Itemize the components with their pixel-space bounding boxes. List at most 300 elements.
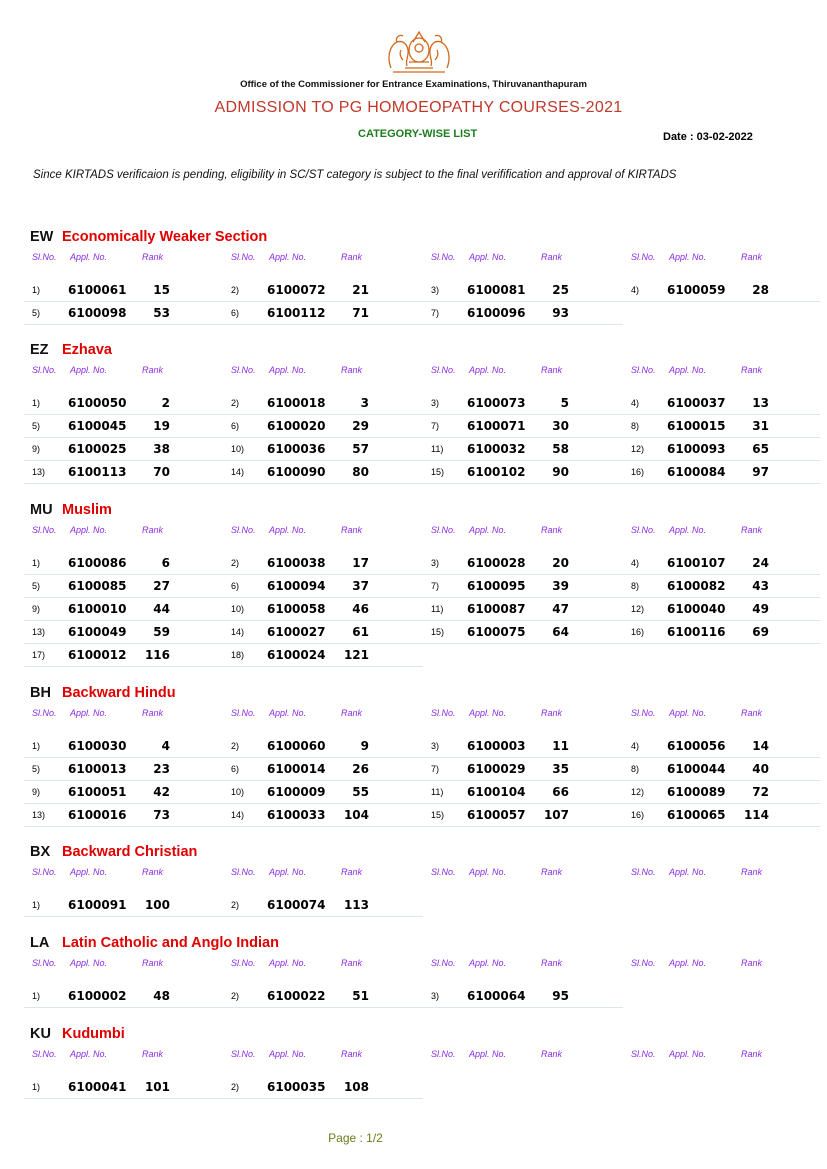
rank-entry [32, 597, 232, 620]
serial-number: 13) [32, 627, 46, 637]
category-title [30, 685, 176, 705]
rank-value: 26 [352, 762, 369, 776]
rank-value: 107 [543, 808, 569, 822]
rank-entry [231, 551, 431, 574]
column-header-group [431, 365, 631, 379]
serial-number: 16) [631, 627, 645, 637]
application-number: 6100025 [68, 442, 127, 456]
category-name: Economically Weaker Section [62, 229, 268, 245]
column-header-rank: Rank [541, 1049, 563, 1059]
rank-value: 13 [752, 396, 769, 410]
rank-value: 5 [560, 396, 569, 410]
table-row [24, 734, 820, 758]
rank-value: 14 [752, 739, 769, 753]
column-header-rank: Rank [142, 958, 164, 968]
column-header-sl: Sl.No. [431, 525, 456, 535]
column-header-appl: Appl. No. [469, 1049, 507, 1059]
category-name: Latin Catholic and Anglo Indian [62, 935, 279, 951]
application-number: 6100086 [68, 556, 127, 570]
column-header-group [631, 525, 827, 539]
application-number: 6100038 [267, 556, 326, 570]
column-header-appl: Appl. No. [70, 252, 108, 262]
column-header-appl: Appl. No. [469, 252, 507, 262]
application-number: 6100030 [68, 739, 127, 753]
rank-value: 28 [752, 283, 769, 297]
application-number: 6100095 [467, 579, 526, 593]
rank-entry [631, 780, 827, 803]
table-row [24, 1075, 423, 1099]
rank-value: 70 [153, 465, 170, 479]
column-header-sl: Sl.No. [431, 867, 456, 877]
serial-number: 15) [431, 810, 445, 820]
rank-value: 4 [161, 739, 170, 753]
serial-number: 9) [32, 787, 41, 797]
column-header-appl: Appl. No. [70, 958, 108, 968]
rank-value: 53 [153, 306, 170, 320]
column-header-sl: Sl.No. [631, 252, 656, 262]
column-header-appl: Appl. No. [70, 365, 108, 375]
serial-number: 2) [231, 285, 240, 295]
rank-entry [631, 551, 827, 574]
rank-entry [32, 1075, 232, 1098]
rank-entry [431, 984, 631, 1007]
column-header-group [231, 958, 431, 972]
application-number: 6100010 [68, 602, 127, 616]
serial-number: 12) [631, 444, 645, 454]
rank-value: 19 [153, 419, 170, 433]
column-header-appl: Appl. No. [269, 708, 307, 718]
column-header-sl: Sl.No. [32, 1049, 57, 1059]
rank-value: 51 [352, 989, 369, 1003]
serial-number: 12) [631, 604, 645, 614]
application-number: 6100028 [467, 556, 526, 570]
rank-entry [32, 301, 232, 324]
column-header-sl: Sl.No. [431, 958, 456, 968]
rank-value: 113 [343, 898, 369, 912]
rank-entry [631, 597, 827, 620]
serial-number: 15) [431, 467, 445, 477]
column-header-appl: Appl. No. [669, 365, 707, 375]
serial-number: 6) [231, 421, 240, 431]
table-row [24, 597, 820, 621]
column-header-group [631, 365, 827, 379]
application-number: 6100044 [667, 762, 726, 776]
application-number: 6100032 [467, 442, 526, 456]
rank-value: 64 [552, 625, 569, 639]
category-title [30, 229, 267, 249]
application-number: 6100015 [667, 419, 726, 433]
application-number: 6100072 [267, 283, 326, 297]
application-number: 6100037 [667, 396, 726, 410]
rank-value: 23 [153, 762, 170, 776]
rank-entry [32, 414, 232, 437]
category-title [30, 342, 112, 362]
serial-number: 3) [431, 398, 440, 408]
table-row [24, 643, 423, 667]
list-subtitle: CATEGORY-WISE LIST [358, 128, 478, 140]
rank-entry [431, 301, 631, 324]
rank-entry [231, 757, 431, 780]
column-header-group [32, 1049, 232, 1063]
rank-value: 24 [752, 556, 769, 570]
rank-entry [231, 391, 431, 414]
column-header-appl: Appl. No. [269, 958, 307, 968]
rank-entry [631, 734, 827, 757]
serial-number: 3) [431, 558, 440, 568]
rank-value: 65 [752, 442, 769, 456]
application-number: 6100051 [68, 785, 127, 799]
rank-entry [32, 984, 232, 1007]
column-header-sl: Sl.No. [231, 365, 256, 375]
serial-number: 8) [631, 581, 640, 591]
office-name: Office of the Commissioner for Entrance Examinations, Thiruvananthapuram [240, 79, 587, 90]
rank-value: 2 [161, 396, 170, 410]
rank-entry [231, 301, 431, 324]
kerala-state-emblem-icon [383, 28, 455, 74]
application-number: 6100058 [267, 602, 326, 616]
rank-value: 35 [552, 762, 569, 776]
column-header-rank: Rank [741, 1049, 763, 1059]
application-number: 6100014 [267, 762, 326, 776]
column-header-rank: Rank [541, 365, 563, 375]
column-header-appl: Appl. No. [669, 525, 707, 535]
serial-number: 8) [631, 421, 640, 431]
application-number: 6100050 [68, 396, 127, 410]
category-code: EZ [30, 342, 49, 358]
column-header-sl: Sl.No. [32, 365, 57, 375]
category-code: KU [30, 1026, 51, 1042]
rank-value: 39 [552, 579, 569, 593]
table-row [24, 984, 623, 1008]
serial-number: 1) [32, 285, 41, 295]
column-header-appl: Appl. No. [70, 1049, 108, 1059]
serial-number: 13) [32, 810, 46, 820]
rank-value: 90 [552, 465, 569, 479]
rank-entry [32, 780, 232, 803]
rank-entry [431, 574, 631, 597]
serial-number: 7) [431, 764, 440, 774]
table-row [24, 574, 820, 598]
rank-value: 47 [552, 602, 569, 616]
rank-value: 30 [552, 419, 569, 433]
serial-number: 11) [431, 444, 444, 454]
category-code: MU [30, 502, 53, 518]
rank-entry [32, 620, 232, 643]
column-header-rank: Rank [741, 525, 763, 535]
rank-value: 57 [352, 442, 369, 456]
application-number: 6100056 [667, 739, 726, 753]
rank-entry [431, 391, 631, 414]
rank-value: 29 [352, 419, 369, 433]
rank-entry [231, 437, 431, 460]
column-header-group [231, 1049, 431, 1063]
column-header-rank: Rank [341, 525, 363, 535]
serial-number: 16) [631, 467, 645, 477]
rank-value: 55 [352, 785, 369, 799]
rank-entry [32, 437, 232, 460]
application-number: 6100074 [267, 898, 326, 912]
column-header-sl: Sl.No. [231, 252, 256, 262]
serial-number: 7) [431, 581, 440, 591]
category-title [30, 502, 112, 522]
table-row [24, 437, 820, 461]
application-number: 6100036 [267, 442, 326, 456]
column-header-appl: Appl. No. [469, 958, 507, 968]
rank-value: 48 [153, 989, 170, 1003]
column-header-rank: Rank [741, 708, 763, 718]
column-header-sl: Sl.No. [231, 525, 256, 535]
rank-value: 49 [752, 602, 769, 616]
column-header-rank: Rank [541, 867, 563, 877]
rank-value: 42 [153, 785, 170, 799]
column-header-rank: Rank [341, 365, 363, 375]
serial-number: 6) [231, 308, 240, 318]
serial-number: 1) [32, 398, 41, 408]
application-number: 6100082 [667, 579, 726, 593]
rank-entry [231, 780, 431, 803]
table-row [24, 757, 820, 781]
category-code: BX [30, 844, 51, 860]
rank-value: 97 [752, 465, 769, 479]
column-header-sl: Sl.No. [631, 867, 656, 877]
column-header-group [32, 252, 232, 266]
rank-entry [431, 460, 631, 483]
column-header-appl: Appl. No. [469, 867, 507, 877]
rank-entry [431, 551, 631, 574]
application-number: 6100013 [68, 762, 127, 776]
column-header-rank: Rank [142, 708, 164, 718]
column-header-rank: Rank [741, 365, 763, 375]
application-number: 6100093 [667, 442, 726, 456]
application-number: 6100027 [267, 625, 326, 639]
rank-entry [431, 620, 631, 643]
table-row [24, 893, 423, 917]
category-name: Kudumbi [62, 1026, 125, 1042]
serial-number: 2) [231, 991, 240, 1001]
rank-entry [631, 574, 827, 597]
category-name: Ezhava [62, 342, 112, 358]
column-header-group [431, 1049, 631, 1063]
rank-entry [431, 734, 631, 757]
rank-entry [231, 734, 431, 757]
column-header-sl: Sl.No. [631, 708, 656, 718]
column-header-group [231, 867, 431, 881]
application-number: 6100035 [267, 1080, 326, 1094]
serial-number: 6) [231, 764, 240, 774]
table-row [24, 391, 820, 415]
column-header-group [32, 867, 232, 881]
rank-value: 100 [144, 898, 170, 912]
column-header-rank: Rank [541, 252, 563, 262]
rank-entry [231, 984, 431, 1007]
serial-number: 10) [231, 787, 245, 797]
rank-entry [231, 620, 431, 643]
page-number: Page : 1/2 [328, 1131, 383, 1145]
serial-number: 4) [631, 741, 640, 751]
rank-entry [32, 734, 232, 757]
category-name: Backward Christian [62, 844, 198, 860]
rank-value: 43 [752, 579, 769, 593]
column-header-sl: Sl.No. [231, 1049, 256, 1059]
application-number: 6100016 [68, 808, 127, 822]
rank-value: 101 [144, 1080, 170, 1094]
application-number: 6100012 [68, 648, 127, 662]
column-header-rank: Rank [741, 867, 763, 877]
column-header-sl: Sl.No. [631, 365, 656, 375]
rank-value: 15 [153, 283, 170, 297]
column-header-rank: Rank [341, 252, 363, 262]
column-header-rank: Rank [142, 365, 164, 375]
application-number: 6100104 [467, 785, 526, 799]
column-header-sl: Sl.No. [32, 867, 57, 877]
column-header-rank: Rank [541, 708, 563, 718]
column-header-group [631, 958, 827, 972]
rank-value: 116 [144, 648, 170, 662]
serial-number: 6) [231, 581, 240, 591]
column-header-rank: Rank [741, 252, 763, 262]
column-header-group [32, 708, 232, 722]
category-title [30, 935, 279, 955]
serial-number: 15) [431, 627, 445, 637]
application-number: 6100096 [467, 306, 526, 320]
column-header-rank: Rank [341, 708, 363, 718]
rank-value: 104 [343, 808, 369, 822]
application-number: 6100102 [467, 465, 526, 479]
column-header-rank: Rank [741, 958, 763, 968]
column-header-group [231, 365, 431, 379]
application-number: 6100081 [467, 283, 526, 297]
category-code: BH [30, 685, 51, 701]
application-number: 6100040 [667, 602, 726, 616]
rank-entry [32, 460, 232, 483]
application-number: 6100071 [467, 419, 526, 433]
rank-entry [231, 597, 431, 620]
serial-number: 10) [231, 604, 245, 614]
rank-value: 6 [161, 556, 170, 570]
rank-value: 72 [752, 785, 769, 799]
serial-number: 8) [631, 764, 640, 774]
rank-entry [32, 574, 232, 597]
category-title [30, 1026, 125, 1046]
serial-number: 2) [231, 900, 240, 910]
rank-value: 38 [153, 442, 170, 456]
application-number: 6100060 [267, 739, 326, 753]
rank-entry [431, 278, 631, 301]
application-number: 6100075 [467, 625, 526, 639]
rank-value: 61 [352, 625, 369, 639]
column-header-sl: Sl.No. [231, 708, 256, 718]
rank-entry [231, 1075, 431, 1098]
application-number: 6100098 [68, 306, 127, 320]
serial-number: 3) [431, 991, 440, 1001]
rank-value: 3 [360, 396, 369, 410]
serial-number: 3) [431, 741, 440, 751]
column-header-group [231, 252, 431, 266]
rank-value: 21 [352, 283, 369, 297]
column-header-group [231, 525, 431, 539]
serial-number: 16) [631, 810, 645, 820]
kirtads-notice: Since KIRTADS verificaion is pending, eligibility in SC/ST category is subject to the final verifification and approval of KIRTADS [33, 169, 677, 181]
column-header-appl: Appl. No. [70, 708, 108, 718]
application-number: 6100065 [667, 808, 726, 822]
serial-number: 13) [32, 467, 46, 477]
column-header-appl: Appl. No. [469, 525, 507, 535]
rank-value: 17 [352, 556, 369, 570]
serial-number: 11) [431, 604, 444, 614]
rank-entry [32, 893, 232, 916]
rank-entry [631, 414, 827, 437]
rank-entry [231, 574, 431, 597]
rank-entry [631, 437, 827, 460]
rank-entry [631, 757, 827, 780]
application-number: 6100073 [467, 396, 526, 410]
rank-value: 66 [552, 785, 569, 799]
serial-number: 10) [231, 444, 245, 454]
application-number: 6100090 [267, 465, 326, 479]
serial-number: 1) [32, 1082, 41, 1092]
application-number: 6100061 [68, 283, 127, 297]
serial-number: 5) [32, 308, 41, 318]
rank-value: 44 [153, 602, 170, 616]
column-header-sl: Sl.No. [631, 1049, 656, 1059]
serial-number: 9) [32, 604, 41, 614]
category-code: EW [30, 229, 54, 245]
serial-number: 5) [32, 764, 41, 774]
rank-value: 95 [552, 989, 569, 1003]
column-header-sl: Sl.No. [431, 1049, 456, 1059]
table-row [24, 551, 820, 575]
rank-value: 9 [360, 739, 369, 753]
issue-date: Date : 03-02-2022 [663, 131, 753, 143]
rank-entry [631, 278, 827, 301]
column-header-sl: Sl.No. [32, 708, 57, 718]
page-title: ADMISSION TO PG HOMOEOPATHY COURSES-2021 [214, 99, 623, 116]
serial-number: 5) [32, 581, 41, 591]
application-number: 6100107 [667, 556, 726, 570]
serial-number: 9) [32, 444, 41, 454]
rank-entry [231, 414, 431, 437]
rank-value: 58 [552, 442, 569, 456]
column-header-group [631, 252, 827, 266]
table-row [24, 278, 820, 302]
table-row [24, 780, 820, 804]
column-header-appl: Appl. No. [269, 867, 307, 877]
rank-entry [32, 551, 232, 574]
column-header-rank: Rank [541, 958, 563, 968]
column-header-group [32, 958, 232, 972]
column-header-rank: Rank [341, 958, 363, 968]
rank-entry [231, 460, 431, 483]
rank-entry [431, 803, 631, 826]
rank-value: 11 [552, 739, 569, 753]
serial-number: 1) [32, 741, 41, 751]
application-number: 6100003 [467, 739, 526, 753]
serial-number: 17) [32, 650, 46, 660]
rank-entry [631, 803, 827, 826]
application-number: 6100059 [667, 283, 726, 297]
column-header-sl: Sl.No. [431, 708, 456, 718]
column-header-group [231, 708, 431, 722]
column-header-group [32, 525, 232, 539]
rank-entry [431, 437, 631, 460]
application-number: 6100049 [68, 625, 127, 639]
application-number: 6100002 [68, 989, 127, 1003]
application-number: 6100057 [467, 808, 526, 822]
column-header-group [431, 525, 631, 539]
serial-number: 4) [631, 398, 640, 408]
rank-value: 73 [153, 808, 170, 822]
rank-value: 37 [352, 579, 369, 593]
